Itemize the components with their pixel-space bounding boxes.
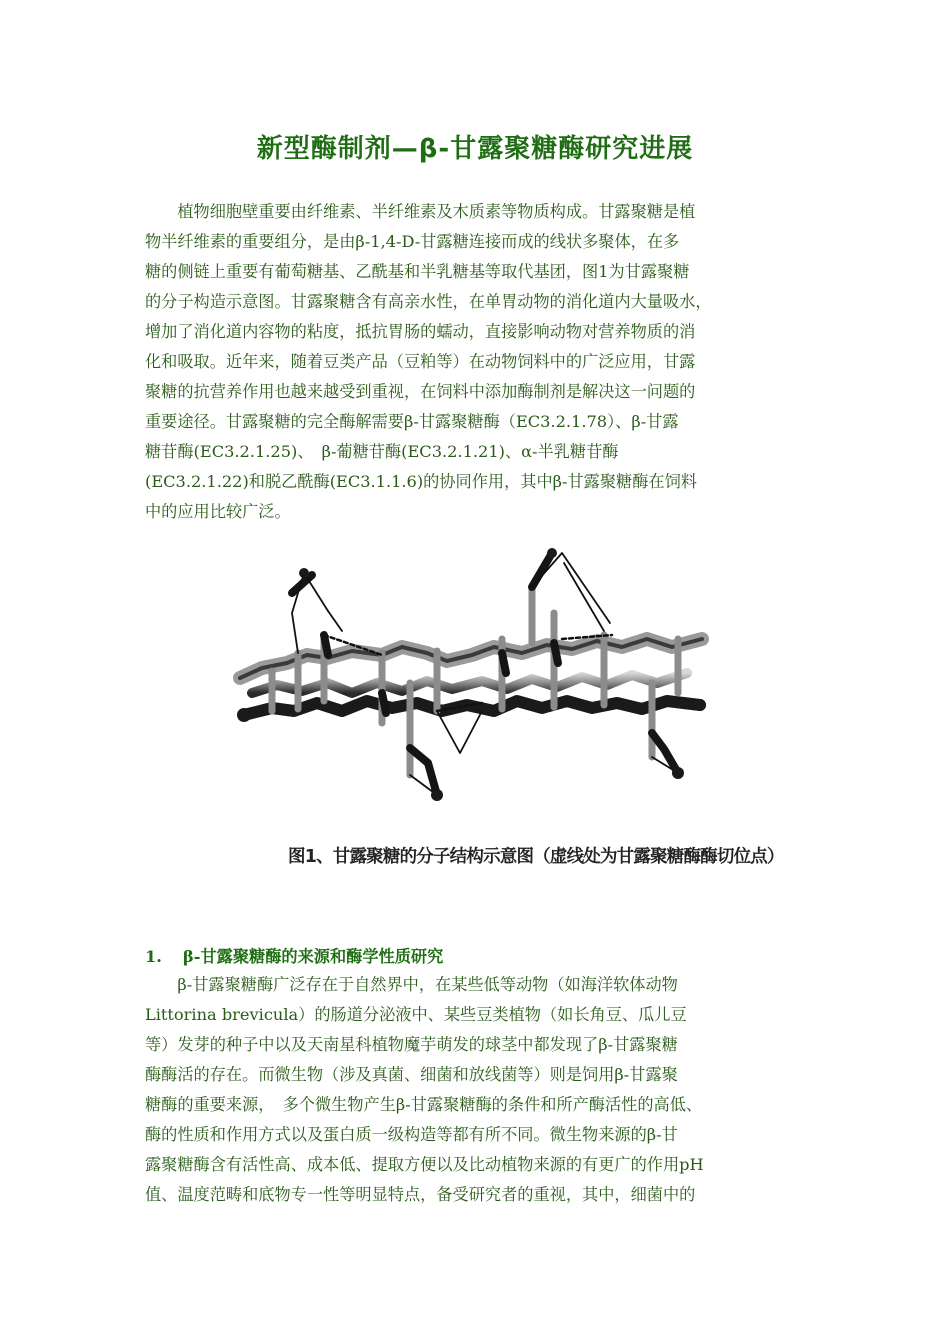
section-paragraph <box>145 970 810 1210</box>
text-line: β-甘露聚糖酶广泛存在于自然界中，在某些低等动物（如海洋软体动物 <box>145 975 678 994</box>
figure-caption: 图1、甘露聚糖的分子结构示意图（虚线处为甘露聚糖酶酶切位点） <box>288 847 784 867</box>
text-line: 重要途径。甘露聚糖的完全酶解需要β-甘露聚糖酶（EC3.2.1.78）、β-甘露 <box>145 412 679 431</box>
text-line: Littorina brevicula）的肠道分泌液中、某些豆类植物（如长角豆、瓜儿豆 <box>145 1005 687 1024</box>
text-line: 糖酶的重要来源， 多个微生物产生β-甘露聚糖酶的条件和所产酶活性的高低、 <box>145 1095 703 1114</box>
section-heading <box>145 943 443 967</box>
text-line: 化和吸取。近年来，随着豆类产品（豆粕等）在动物饲料中的广泛应用，甘露 <box>145 352 696 371</box>
text-line: 等）发芽的种子中以及天南星科植物魔芋萌发的球茎中都发现了β-甘露聚糖 <box>145 1035 678 1054</box>
text-line: 酶的性质和作用方式以及蛋白质一级构造等都有所不同。微生物来源的β-甘 <box>145 1125 678 1144</box>
section-title: β-甘露聚糖酶的来源和酶学性质研究 <box>183 947 444 966</box>
text-line: 的分子构造示意图。甘露聚糖含有高亲水性，在单胃动物的消化道内大量吸水， <box>145 292 712 311</box>
text-line: 中的应用比较广泛。 <box>145 502 291 521</box>
text-line: 露聚糖酶含有活性高、成本低、提取方便以及比动植物来源的有更广的作用pH <box>145 1155 704 1174</box>
text-line: 物半纤维素的重要组分，是由β-1,4-D-甘露糖连接而成的线状多聚体，在多 <box>145 232 680 251</box>
text-line: 酶酶活的存在。而微生物（涉及真菌、细菌和放线菌等）则是饲用β-甘露聚 <box>145 1065 678 1084</box>
text-line: 聚糖的抗营养作用也越来越受到重视，在饲料中添加酶制剂是解决这一问题的 <box>145 382 696 401</box>
mannan-structure-figure <box>232 543 712 805</box>
text-line: 植物细胞壁重要由纤维素、半纤维素及木质素等物质构成。甘露聚糖是植 <box>145 202 696 221</box>
text-line: 糖的侧链上重要有葡萄糖基、乙酰基和半乳糖基等取代基团，图1为甘露聚糖 <box>145 262 690 281</box>
text-line: (EC3.2.1.22)和脱乙酰酶(EC3.1.1.6)的协同作用，其中β-甘露聚糖酶在饲料 <box>145 472 697 491</box>
molecular-structure-image <box>232 543 712 805</box>
text-line: 糖苷酶(EC3.2.1.25)、 β-葡糖苷酶(EC3.2.1.21)、α-半乳糖苷酶 <box>145 442 619 461</box>
intro-paragraph <box>145 197 810 527</box>
section-number: 1. <box>145 947 162 966</box>
text-line: 值、温度范畴和底物专一性等明显特点，备受研究者的重视，其中，细菌中的 <box>145 1185 696 1204</box>
text-line: 增加了消化道内容物的粘度，抵抗胃肠的蠕动，直接影响动物对营养物质的消 <box>145 322 696 341</box>
page-title: 新型酶制剂—β-甘露聚糖酶研究进展 <box>256 134 694 164</box>
